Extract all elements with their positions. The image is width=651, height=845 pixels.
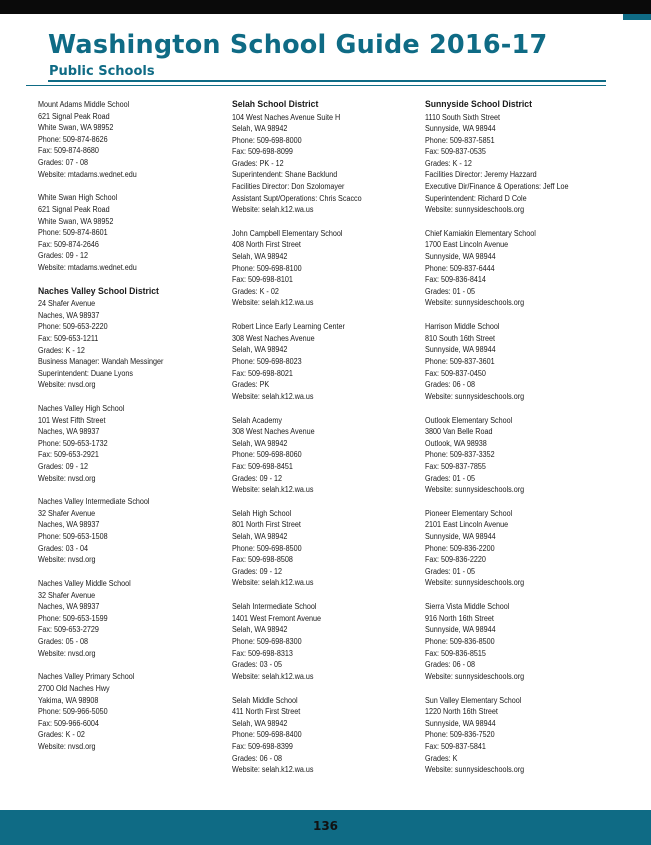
entry-detail-line: 810 South 16th Street: [425, 333, 496, 343]
entry-detail-line: 411 North First Street: [232, 707, 301, 717]
entry-detail-line: Fax: 509-698-8099: [232, 147, 293, 157]
entry-detail-line: Phone: 509-698-8060: [232, 450, 302, 460]
school-name: Pioneer Elementary School: [425, 508, 513, 518]
entry-detail-line: Grades: 03 - 04: [38, 543, 89, 553]
entry-detail-line: Grades: 06 - 08: [425, 660, 476, 670]
school-name: Selah High School: [232, 508, 292, 518]
entry-detail-line: 308 West Naches Avenue: [232, 427, 315, 437]
entry-detail-line: Selah, WA 98942: [232, 625, 288, 635]
entry-detail-line: Phone: 509-653-2220: [38, 322, 108, 332]
entry-detail-line: Naches, WA 98937: [38, 602, 100, 612]
entry-detail-line: Grades: K: [425, 753, 458, 763]
school-entry: [38, 496, 209, 566]
school-entry: [232, 508, 403, 589]
entry-detail-line: Selah, WA 98942: [232, 252, 288, 262]
entry-detail-line: Phone: 509-837-6444: [425, 263, 495, 273]
school-name: Naches Valley High School: [38, 403, 125, 413]
entry-detail-line: 32 Shafer Avenue: [38, 508, 96, 518]
entry-detail-line: Phone: 509-837-3601: [425, 356, 495, 366]
entry-detail-line: Website: selah.k12.wa.us: [232, 205, 314, 215]
entry-detail-line: 1220 North 16th Street: [425, 707, 498, 717]
school-entry: [232, 415, 403, 496]
entry-detail-line: Phone: 509-698-8500: [232, 543, 302, 553]
entry-detail-line: Fax: 509-874-8680: [38, 146, 99, 156]
school-name: Selah Middle School: [232, 695, 298, 705]
entry-detail-line: Fax: 509-837-0535: [425, 147, 486, 157]
entry-detail-line: Fax: 509-874-2646: [38, 239, 99, 249]
entry-detail-line: Website: selah.k12.wa.us: [232, 485, 314, 495]
school-name: Naches Valley Primary School: [38, 672, 135, 682]
entry-detail-line: Yakima, WA 98908: [38, 695, 99, 705]
entry-detail-line: Website: selah.k12.wa.us: [232, 391, 314, 401]
district-block: [38, 286, 209, 391]
entry-detail-line: 3800 Van Belle Road: [425, 427, 493, 437]
school-entry: [425, 228, 596, 309]
entry-detail-line: Website: sunnysideschools.org: [425, 205, 525, 215]
school-name: Selah Intermediate School: [232, 602, 317, 612]
entry-detail-line: Phone: 509-874-8601: [38, 228, 108, 238]
entry-detail-line: Fax: 509-836-2220: [425, 555, 486, 565]
entry-detail-line: Grades: 05 - 08: [38, 637, 89, 646]
school-entry: [425, 321, 596, 402]
school-name: Outlook Elementary School: [425, 415, 513, 425]
entry-detail-line: Grades: 09 - 12: [232, 566, 283, 576]
entry-detail-line: Fax: 509-653-2729: [38, 625, 99, 635]
entry-detail-line: Phone: 509-698-8023: [232, 356, 302, 366]
entry-detail-line: Website: nvsd.org: [38, 555, 96, 565]
school-entry: [425, 508, 596, 589]
entry-detail-line: Sunnyside, WA 98944: [425, 718, 496, 728]
entry-detail-line: Website: sunnysideschools.org: [425, 485, 525, 495]
entry-detail-line: 2101 East Lincoln Avenue: [425, 520, 509, 530]
school-entry: [425, 415, 596, 496]
entry-detail-line: Assistant Supt/Operations: Chris Scacco: [232, 193, 362, 203]
entry-detail-line: Grades: K - 02: [232, 286, 279, 296]
entry-detail-line: Selah, WA 98942: [232, 718, 288, 728]
entry-detail-line: Fax: 509-698-8313: [232, 648, 293, 658]
entry-detail-line: Grades: 01 - 05: [425, 286, 476, 296]
district-name: Naches Valley School District: [38, 285, 159, 297]
entry-detail-line: Phone: 509-836-7520: [425, 730, 495, 740]
entry-detail-line: Website: sunnysideschools.org: [425, 391, 525, 401]
school-name: Naches Valley Intermediate School: [38, 497, 150, 507]
entry-detail-line: Website: mtadams.wednet.edu: [38, 169, 137, 179]
district-name: Selah School District: [232, 99, 319, 110]
entry-detail-line: Phone: 509-836-8500: [425, 637, 495, 646]
school-entry: [232, 601, 403, 682]
school-name: Sierra Vista Middle School: [425, 602, 510, 612]
entry-detail-line: Naches, WA 98937: [38, 310, 100, 320]
entry-detail-line: Grades: 06 - 08: [232, 753, 283, 763]
entry-detail-line: Website: selah.k12.wa.us: [232, 298, 314, 308]
entry-detail-line: 801 North First Street: [232, 520, 301, 530]
entry-detail-line: Website: selah.k12.wa.us: [232, 765, 314, 775]
entry-detail-line: Grades: 01 - 05: [425, 566, 476, 576]
district-block: [425, 99, 596, 216]
school-name: Chief Kamiakin Elementary School: [425, 228, 536, 238]
entry-detail-line: 408 North First Street: [232, 240, 301, 250]
directory-column-2: [232, 99, 403, 788]
entry-detail-line: Phone: 509-837-3352: [425, 450, 495, 460]
entry-detail-line: Phone: 509-966-5050: [38, 707, 108, 717]
entry-detail-line: Phone: 509-698-8400: [232, 730, 302, 740]
entry-detail-line: Outlook, WA 98938: [425, 438, 487, 448]
top-bar: [0, 0, 651, 14]
entry-detail-line: 1700 East Lincoln Avenue: [425, 240, 509, 250]
entry-detail-line: Fax: 509-653-1211: [38, 333, 99, 343]
entry-detail-line: Selah, WA 98942: [232, 345, 288, 355]
entry-detail-line: Naches, WA 98937: [38, 427, 100, 437]
entry-detail-line: Fax: 509-966-6004: [38, 718, 99, 728]
entry-detail-line: Grades: 06 - 08: [425, 380, 476, 390]
entry-detail-line: Grades: 01 - 05: [425, 473, 476, 483]
entry-detail-line: White Swan, WA 98952: [38, 216, 114, 226]
entry-detail-line: Grades: K - 02: [38, 730, 85, 740]
entry-detail-line: Fax: 509-698-8101: [232, 275, 293, 285]
school-entry: [425, 695, 596, 776]
entry-detail-line: Superintendent: Richard D Cole: [425, 193, 527, 203]
entry-detail-line: Fax: 509-836-8414: [425, 275, 486, 285]
entry-detail-line: Website: nvsd.org: [38, 473, 96, 483]
entry-detail-line: 1401 West Fremont Avenue: [232, 613, 321, 623]
school-name: White Swan High School: [38, 193, 118, 203]
school-name: Sun Valley Elementary School: [425, 695, 522, 705]
entry-detail-line: Fax: 509-837-0450: [425, 368, 486, 378]
entry-detail-line: Grades: 07 - 08: [38, 157, 89, 167]
entry-detail-line: Fax: 509-836-8515: [425, 648, 486, 658]
entry-detail-line: Phone: 509-874-8626: [38, 134, 108, 144]
entry-detail-line: Sunnyside, WA 98944: [425, 345, 496, 355]
entry-detail-line: Website: sunnysideschools.org: [425, 298, 525, 308]
entry-detail-line: Grades: PK - 12: [232, 158, 284, 168]
entry-detail-line: Selah, WA 98942: [232, 124, 288, 134]
school-entry: [232, 695, 403, 776]
directory-column-3: [425, 99, 596, 788]
entry-detail-line: Grades: K - 12: [425, 158, 472, 168]
entry-detail-line: Fax: 509-698-8399: [232, 741, 293, 751]
entry-detail-line: Grades: 03 - 05: [232, 660, 283, 670]
entry-detail-line: Grades: 09 - 12: [232, 473, 283, 483]
district-name: Sunnyside School District: [425, 99, 533, 110]
entry-detail-line: Website: sunnysideschools.org: [425, 578, 525, 588]
entry-detail-line: White Swan, WA 98952: [38, 123, 114, 133]
section-subtitle: Public Schools: [49, 64, 155, 79]
page-title: Washington School Guide 2016-17: [48, 30, 548, 60]
school-entry: [232, 228, 403, 309]
entry-detail-line: Naches, WA 98937: [38, 520, 100, 530]
entry-detail-line: Fax: 509-698-8508: [232, 555, 293, 565]
entry-detail-line: Phone: 509-836-2200: [425, 543, 495, 553]
entry-detail-line: 104 West Naches Avenue Suite H: [232, 112, 341, 122]
school-name: John Campbell Elementary School: [232, 228, 343, 238]
school-entry: [232, 321, 403, 402]
entry-detail-line: Website: nvsd.org: [38, 380, 96, 390]
entry-detail-line: Superintendent: Shane Backlund: [232, 170, 338, 180]
entry-detail-line: Fax: 509-698-8451: [232, 461, 293, 471]
top-bar-accent: [623, 14, 651, 20]
school-entry: [38, 671, 209, 752]
school-entry: [38, 578, 209, 659]
entry-detail-line: Sunnyside, WA 98944: [425, 124, 496, 134]
header-rule: [48, 80, 606, 82]
entry-detail-line: Facilities Director: Don Szolomayer: [232, 182, 345, 192]
entry-detail-line: Phone: 509-653-1599: [38, 613, 108, 623]
entry-detail-line: Website: nvsd.org: [38, 741, 96, 751]
entry-detail-line: 621 Signal Peak Road: [38, 204, 110, 214]
entry-detail-line: Selah, WA 98942: [232, 438, 288, 448]
entry-detail-line: Phone: 509-698-8300: [232, 637, 302, 646]
entry-detail-line: Grades: K - 12: [38, 345, 85, 355]
page-number: 136: [312, 819, 339, 833]
school-name: Robert Lince Early Learning Center: [232, 322, 345, 332]
entry-detail-line: Website: nvsd.org: [38, 648, 96, 658]
header-rule-thin: [26, 85, 606, 86]
entry-detail-line: Phone: 509-653-1732: [38, 438, 108, 448]
school-name: Naches Valley Middle School: [38, 579, 131, 589]
entry-detail-line: Grades: 09 - 12: [38, 461, 89, 471]
entry-detail-line: Selah, WA 98942: [232, 532, 288, 542]
entry-detail-line: Business Manager: Wandah Messinger: [38, 357, 164, 367]
entry-detail-line: Sunnyside, WA 98944: [425, 625, 496, 635]
entry-detail-line: Executive Dir/Finance & Operations: Jeff Loe: [425, 182, 569, 192]
entry-detail-line: Fax: 509-837-7855: [425, 461, 486, 471]
entry-detail-line: Website: selah.k12.wa.us: [232, 671, 314, 681]
entry-detail-line: Fax: 509-698-8021: [232, 368, 293, 378]
school-entry: [38, 99, 209, 180]
entry-detail-line: 32 Shafer Avenue: [38, 590, 96, 600]
school-entry: [38, 403, 209, 484]
entry-detail-line: Phone: 509-698-8100: [232, 263, 302, 273]
entry-detail-line: Website: selah.k12.wa.us: [232, 578, 314, 588]
entry-detail-line: 621 Signal Peak Road: [38, 111, 110, 121]
entry-detail-line: Phone: 509-653-1508: [38, 532, 108, 542]
entry-detail-line: Grades: PK: [232, 380, 270, 390]
school-name: Harrison Middle School: [425, 322, 500, 332]
school-name: Selah Academy: [232, 415, 283, 425]
directory-column-1: [38, 99, 209, 765]
entry-detail-line: 916 North 16th Street: [425, 613, 494, 623]
entry-detail-line: Website: sunnysideschools.org: [425, 765, 525, 775]
entry-detail-line: 1110 South Sixth Street: [425, 112, 500, 122]
entry-detail-line: Sunnyside, WA 98944: [425, 252, 496, 262]
entry-detail-line: 2700 Old Naches Hwy: [38, 683, 110, 693]
school-name: Mount Adams Middle School: [38, 100, 130, 109]
entry-detail-line: Phone: 509-698-8000: [232, 135, 302, 145]
entry-detail-line: Website: mtadams.wednet.edu: [38, 262, 137, 272]
entry-detail-line: Grades: 09 - 12: [38, 251, 89, 261]
entry-detail-line: Fax: 509-653-2921: [38, 450, 99, 460]
entry-detail-line: Fax: 509-837-5841: [425, 741, 486, 751]
entry-detail-line: 24 Shafer Avenue: [38, 299, 96, 309]
entry-detail-line: 308 West Naches Avenue: [232, 333, 315, 343]
entry-detail-line: Phone: 509-837-5851: [425, 135, 495, 145]
school-entry: [425, 601, 596, 682]
district-block: [232, 99, 403, 216]
entry-detail-line: Facilities Director: Jeremy Hazzard: [425, 170, 537, 180]
entry-detail-line: Superintendent: Duane Lyons: [38, 368, 134, 378]
entry-detail-line: 101 West Fifth Street: [38, 415, 106, 425]
entry-detail-line: Website: sunnysideschools.org: [425, 671, 525, 681]
school-entry: [38, 192, 209, 273]
entry-detail-line: Sunnyside, WA 98944: [425, 532, 496, 542]
